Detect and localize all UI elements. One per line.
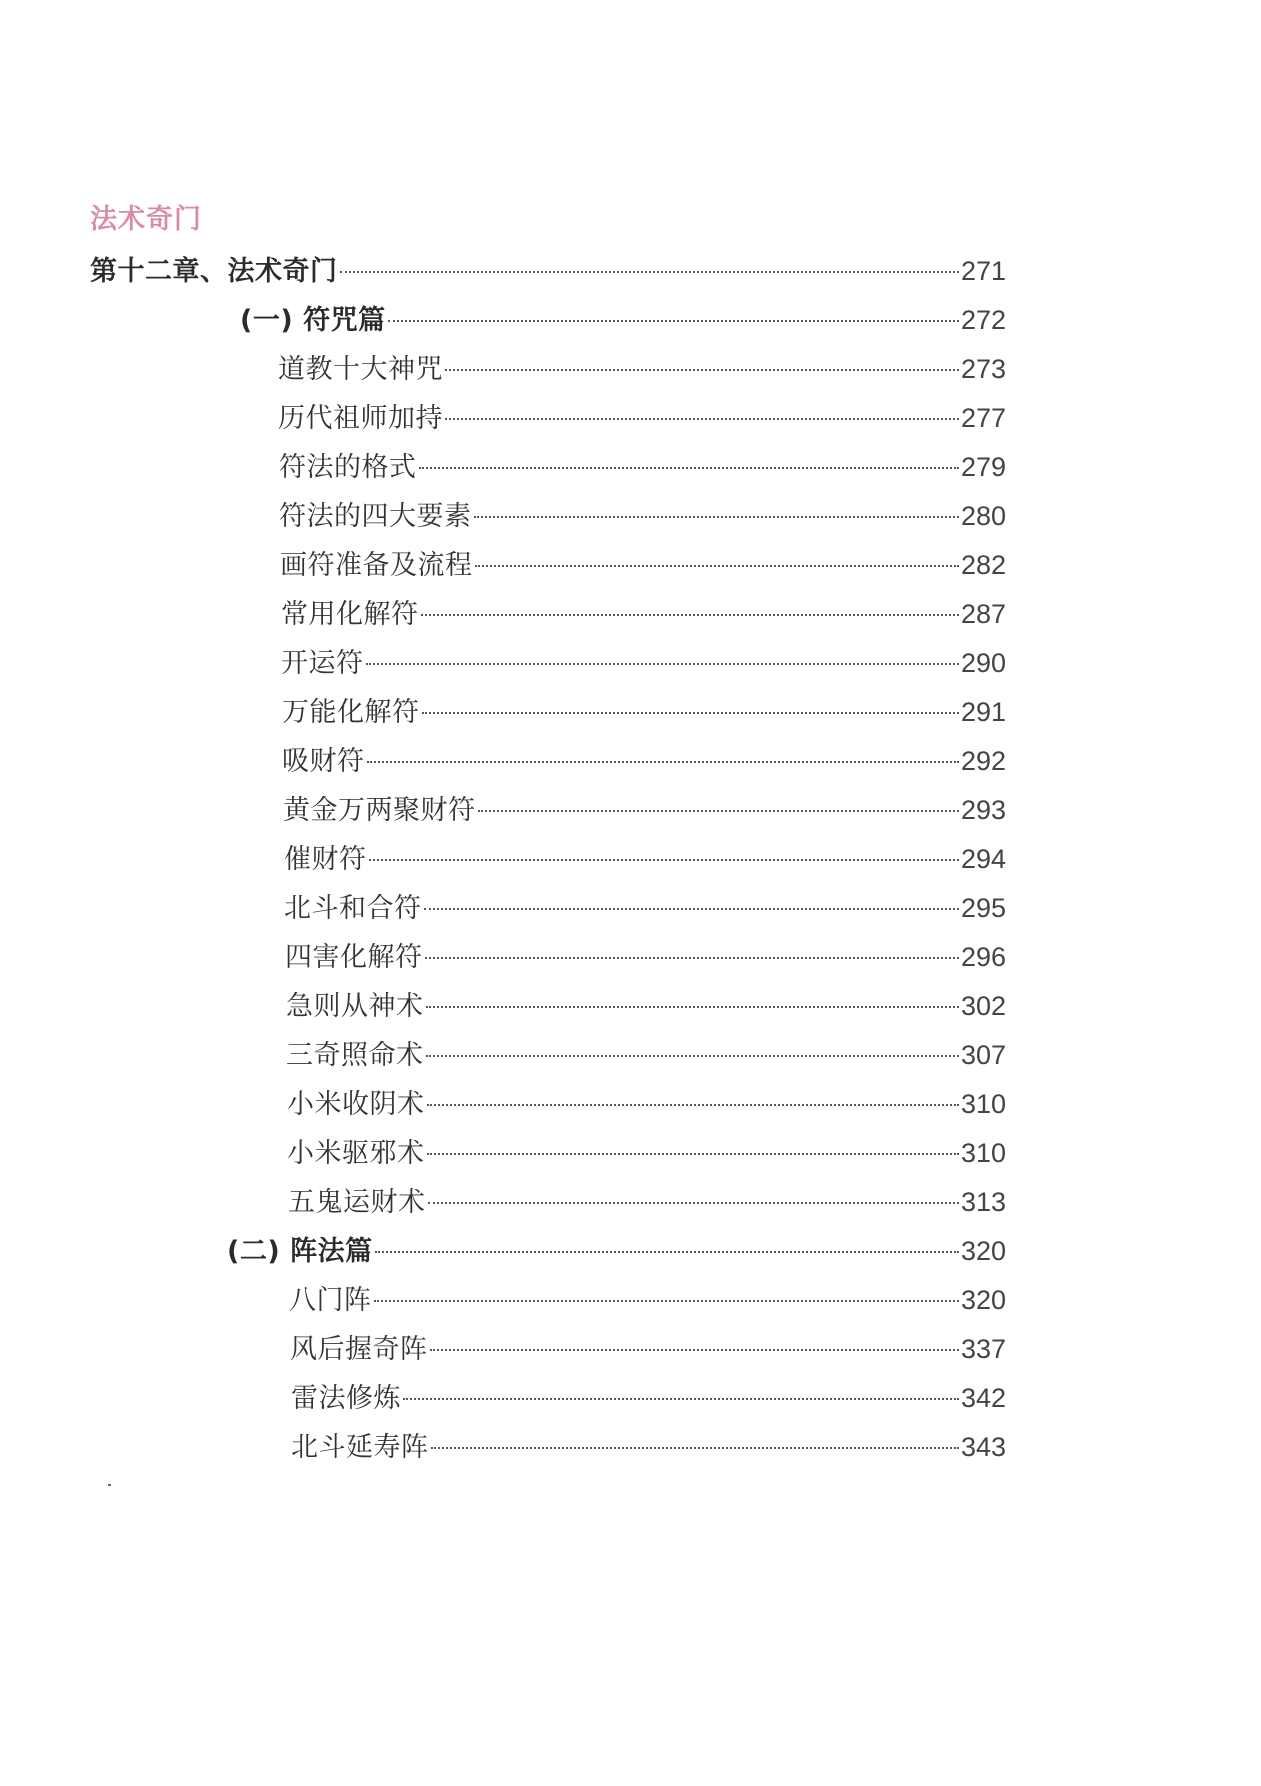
dot-leader: [445, 418, 959, 420]
dot-leader: [426, 1006, 959, 1008]
toc-entry-title: (一) 符咒篇: [240, 305, 386, 336]
toc-page-number: 296: [960, 942, 1006, 972]
dot-leader: [431, 1447, 959, 1449]
toc-page-number: 310: [960, 1089, 1006, 1119]
toc-page-number: 313: [960, 1187, 1006, 1217]
toc-entry-title: 雷法修炼: [291, 1383, 401, 1414]
dot-leader: [366, 663, 959, 665]
section-label: 法术奇门: [90, 204, 202, 235]
toc-entry-row[interactable]: [282, 738, 1006, 784]
toc-entry-row[interactable]: [278, 346, 1006, 392]
toc-entry-title: 八门阵: [289, 1285, 372, 1316]
toc-entry-title: 催财符: [284, 844, 367, 875]
dot-leader: [375, 1251, 959, 1253]
scan-speck: [108, 1484, 111, 1486]
dot-leader: [422, 712, 959, 714]
dot-leader: [421, 614, 959, 616]
toc-entry-row[interactable]: [291, 1424, 1006, 1470]
toc-entry-row[interactable]: [291, 1375, 1006, 1421]
toc-entry-row[interactable]: [286, 983, 1006, 1029]
toc-entry-title: 北斗延寿阵: [291, 1432, 429, 1463]
toc-page-number: 293: [960, 795, 1006, 825]
dot-leader: [427, 1104, 959, 1106]
toc-entry-row[interactable]: [285, 934, 1006, 980]
toc-entry-row[interactable]: [290, 1326, 1006, 1372]
toc-page-number: 320: [960, 1236, 1006, 1266]
dot-leader: [374, 1300, 959, 1302]
dot-leader: [478, 810, 959, 812]
toc-entry-row[interactable]: [282, 689, 1006, 735]
toc-page-number: 342: [960, 1383, 1006, 1413]
toc-page-number: 280: [960, 501, 1006, 531]
toc-entry-row[interactable]: [280, 542, 1006, 588]
toc-page-number: 302: [960, 991, 1006, 1021]
toc-entry-title: 北斗和合符: [284, 893, 422, 924]
toc-entry-title: 五鬼运财术: [288, 1187, 426, 1218]
toc-entry-row[interactable]: [279, 493, 1006, 539]
toc-entry-title: 符法的四大要素: [279, 501, 472, 532]
toc-entry-title: 符法的格式: [279, 452, 417, 483]
toc-entry-row[interactable]: [283, 787, 1006, 833]
toc-entry-row[interactable]: [289, 1277, 1006, 1323]
toc-page-number: 277: [960, 403, 1006, 433]
toc-entry-row[interactable]: [287, 1081, 1006, 1127]
toc-entry-row[interactable]: [278, 395, 1006, 441]
toc-page-number: 310: [960, 1138, 1006, 1168]
toc-entry-title: 三奇照命术: [286, 1040, 424, 1071]
toc-entry-title: 四害化解符: [285, 942, 423, 973]
toc-entry-title: 开运符: [281, 648, 364, 679]
toc-entry-row[interactable]: [284, 836, 1006, 882]
toc-entry-title: 吸财符: [282, 746, 365, 777]
toc-entry-row[interactable]: [281, 591, 1006, 637]
dot-leader: [367, 761, 959, 763]
dot-leader: [424, 908, 959, 910]
toc-part-row[interactable]: [240, 297, 1006, 343]
toc-part-row[interactable]: [227, 1228, 1006, 1274]
dot-leader: [419, 467, 959, 469]
toc-page-number: 343: [960, 1432, 1006, 1462]
toc-page-number: 337: [960, 1334, 1006, 1364]
toc-page-number: 271: [960, 256, 1006, 286]
toc-entry-title: 道教十大神咒: [278, 354, 443, 385]
dot-leader: [445, 369, 959, 371]
toc-entry-row[interactable]: [286, 1032, 1006, 1078]
dot-leader: [474, 516, 959, 518]
dot-leader: [388, 320, 959, 322]
toc-page-number: 320: [960, 1285, 1006, 1315]
dot-leader: [475, 565, 959, 567]
toc-page-number: 295: [960, 893, 1006, 923]
toc-entry-title: 风后握奇阵: [290, 1334, 428, 1365]
toc-entry-title: 历代祖师加持: [278, 403, 443, 434]
toc-entry-title: 画符准备及流程: [280, 550, 473, 581]
toc-page-number: 292: [960, 746, 1006, 776]
dot-leader: [426, 1055, 959, 1057]
dot-leader: [403, 1398, 959, 1400]
toc-page-number: 273: [960, 354, 1006, 384]
dot-leader: [340, 271, 959, 273]
toc-entry-title: 小米收阴术: [287, 1089, 425, 1120]
toc-entry-row[interactable]: [284, 885, 1006, 931]
dot-leader: [428, 1202, 959, 1204]
toc-chapter-row[interactable]: [90, 248, 1006, 294]
toc-entry-row[interactable]: [288, 1179, 1006, 1225]
dot-leader: [430, 1349, 959, 1351]
toc-page-number: 282: [960, 550, 1006, 580]
toc-entry-row[interactable]: [279, 444, 1006, 490]
toc-page-number: 290: [960, 648, 1006, 678]
toc-entry-title: 急则从神术: [286, 991, 424, 1022]
dot-leader: [425, 957, 959, 959]
toc-page-number: 291: [960, 697, 1006, 727]
toc-entry-title: 常用化解符: [281, 599, 419, 630]
toc-page-number: 294: [960, 844, 1006, 874]
toc-entry-row[interactable]: [287, 1130, 1006, 1176]
toc-entry-title: 第十二章、法术奇门: [90, 256, 338, 287]
dot-leader: [427, 1153, 959, 1155]
dot-leader: [369, 859, 959, 861]
toc-page-number: 307: [960, 1040, 1006, 1070]
toc-page-number: 287: [960, 599, 1006, 629]
toc-entry-title: 黄金万两聚财符: [283, 795, 476, 826]
toc-entry-row[interactable]: [281, 640, 1006, 686]
toc-entry-title: 小米驱邪术: [287, 1138, 425, 1169]
toc-page-number: 279: [960, 452, 1006, 482]
toc-page-number: 272: [960, 305, 1006, 335]
toc-entry-title: 万能化解符: [282, 697, 420, 728]
toc-entry-title: (二) 阵法篇: [227, 1236, 373, 1267]
